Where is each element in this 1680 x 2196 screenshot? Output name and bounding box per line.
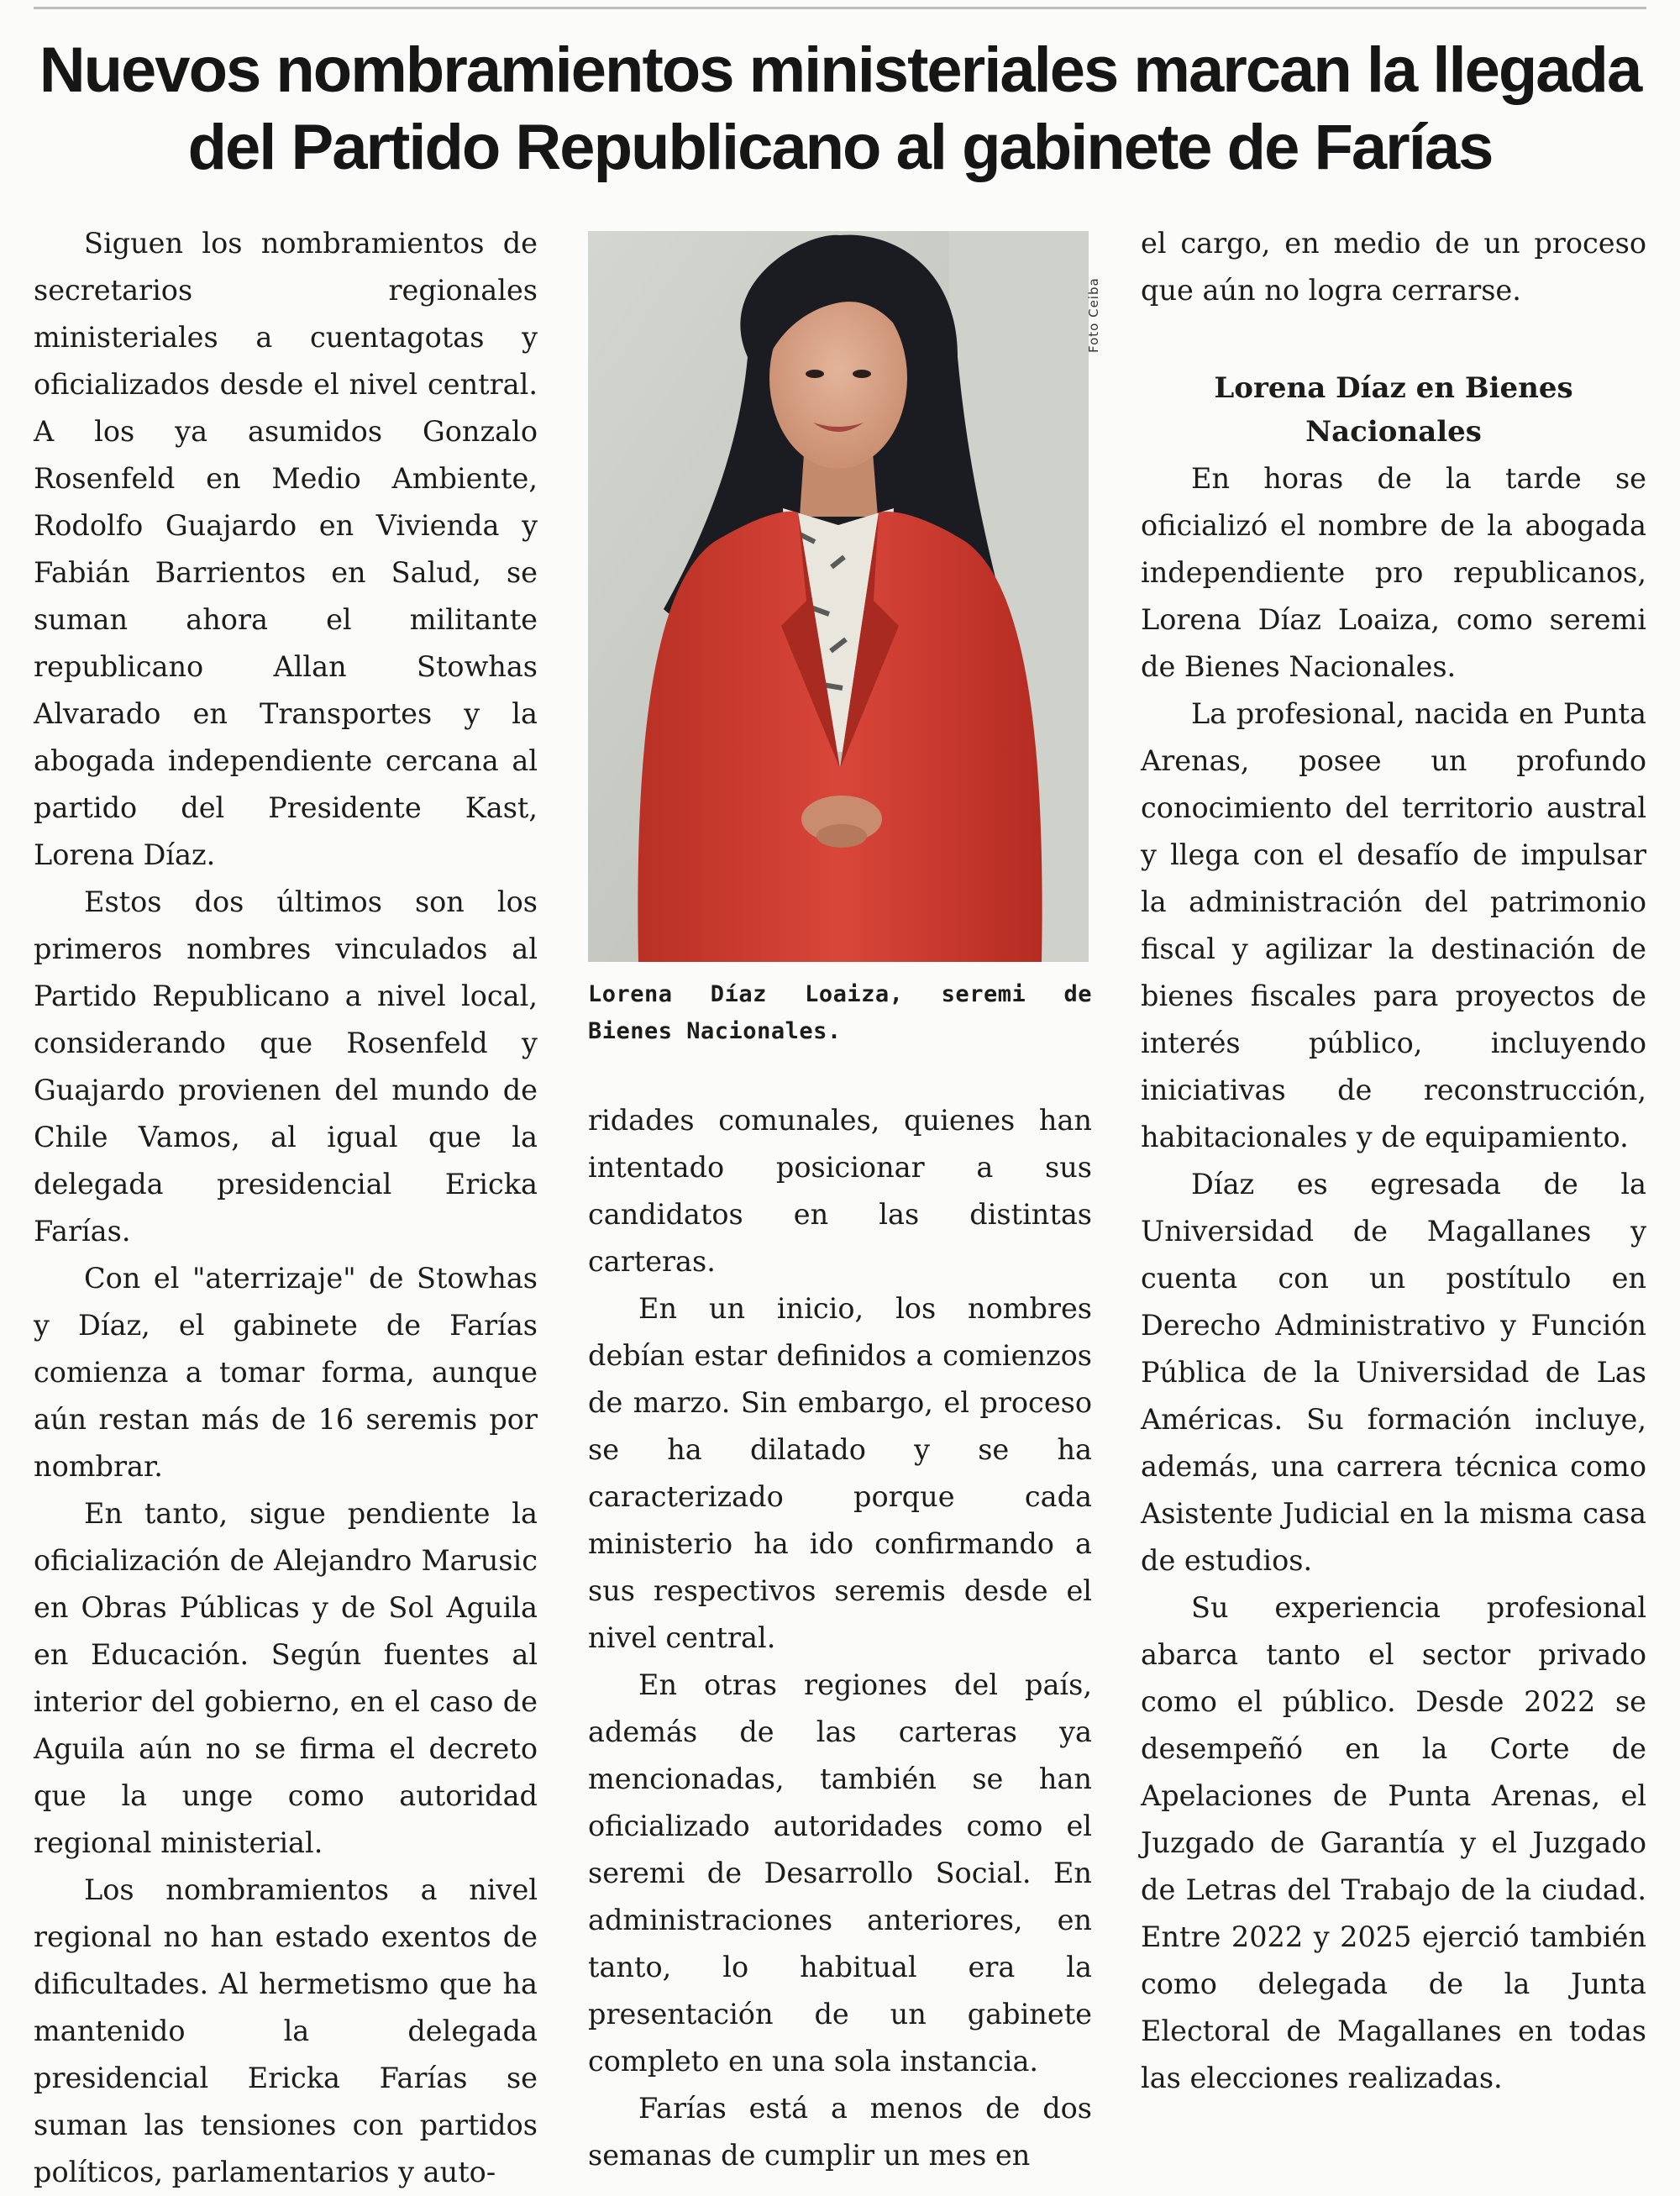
paragraph: Los nombramientos a nivel regional no han estado exentos de dificultades. Al hermetismo que ha mantenido la delegada presidencial Ericka Farías se suman las tensiones con partidos políticos, parlamentarios y auto- <box>34 1873 538 2188</box>
photo-caption: Lorena Díaz Loaiza, seremi de Bienes Nacionales. <box>588 981 1092 1044</box>
column-2 <box>588 1097 1092 2179</box>
photo-credit: Foto Ceiba <box>1086 277 1101 353</box>
top-rule <box>34 7 1646 9</box>
paragraph: Farías está a menos de dos semanas de cumplir un mes en <box>588 2092 1092 2172</box>
paragraph: En tanto, sigue pendiente la oficialización de Alejandro Marusic en Obras Públicas y de Sol Aguila en Educación. Según fuentes al interior del gobierno, en el caso de Aguila aún no se firma el decreto que la unge como autoridad regional ministerial. <box>34 1497 538 1859</box>
paragraph: ridades comunales, quienes han intentado posicionar a sus candidatos en las distintas carteras. <box>588 1104 1092 1278</box>
portrait-illustration <box>588 231 1089 962</box>
paragraph: En horas de la tarde se oficializó el nombre de la abogada independiente pro republicanos, Lorena Díaz Loaiza, como seremi de Bienes Nacionales. <box>1141 462 1646 683</box>
subheading: Lorena Díaz en Bienes Nacionales <box>1214 371 1573 449</box>
paragraph: La profesional, nacida en Punta Arenas, posee un profundo conocimiento del territorio austral y llega con el desafío de impulsar la administración del patrimonio fiscal y agilizar la destinación de bienes fiscales para proyectos de interés público, incluyendo iniciativas de reconstrucción, habitacionales y de equipamiento. <box>1141 697 1646 1153</box>
paragraph: Con el "aterrizaje" de Stowhas y Díaz, el gabinete de Farías comienza a tomar forma, aunque aún restan más de 16 seremis por nombrar. <box>34 1262 538 1483</box>
headline: Nuevos nombramientos ministeriales marcan la llegada del Partido Republicano al gabinete de Farías <box>39 34 1641 183</box>
column-3 <box>1141 220 1646 2102</box>
paragraph: Su experiencia profesional abarca tanto el sector privado como el público. Desde 2022 se desempeñó en la Corte de Apelaciones de Punta Arenas, el Juzgado de Garantía y el Juzgado de Letras del Trabajo de la ciudad. Entre 2022 y 2025 ejerció también como delegada de la Junta Electoral de Magallanes en todas las elecciones realizadas. <box>1141 1591 1646 2094</box>
paragraph: Estos dos últimos son los primeros nombres vinculados al Partido Republicano a nivel local, considerando que Rosenfeld y Guajardo provienen del mundo de Chile Vamos, al igual que la delegada presidencial Ericka Farías. <box>34 885 538 1248</box>
paragraph: Díaz es egresada de la Universidad de Magallanes y cuenta con un postítulo en Derecho Administrativo y Función Pública de la Universidad de Las Américas. Su formación incluye, además, una carrera técnica como Asistente Judicial en la misma casa de estudios. <box>1141 1168 1646 1577</box>
paragraph: En un inicio, los nombres debían estar definidos a comienzos de marzo. Sin embargo, el proceso se ha dilatado y se ha caracterizado porque cada ministerio ha ido confirmando a sus respectivos seremis desde el nivel central. <box>588 1292 1092 1654</box>
portrait-photo <box>588 231 1089 962</box>
paragraph: Siguen los nombramientos de secretarios regionales ministeriales a cuentagotas y oficializados desde el nivel central. A los ya asumidos Gonzalo Rosenfeld en Medio Ambiente, Rodolfo Guajardo en Vivienda y Fabián Barrientos en Salud, se suman ahora el militante republicano Allan Stowhas Alvarado en Transportes y la abogada independiente cercana al partido del Presidente Kast, Lorena Díaz. <box>34 227 538 871</box>
paragraph: En otras regiones del país, además de las carteras ya mencionadas, también se han oficializado autoridades como el seremi de Desarrollo Social. En administraciones anteriores, en tanto, lo habitual era la presentación de un gabinete completo en una sola instancia. <box>588 1668 1092 2078</box>
column-1 <box>34 220 538 2196</box>
paragraph: el cargo, en medio de un proceso que aún no logra cerrarse. <box>1141 227 1646 307</box>
